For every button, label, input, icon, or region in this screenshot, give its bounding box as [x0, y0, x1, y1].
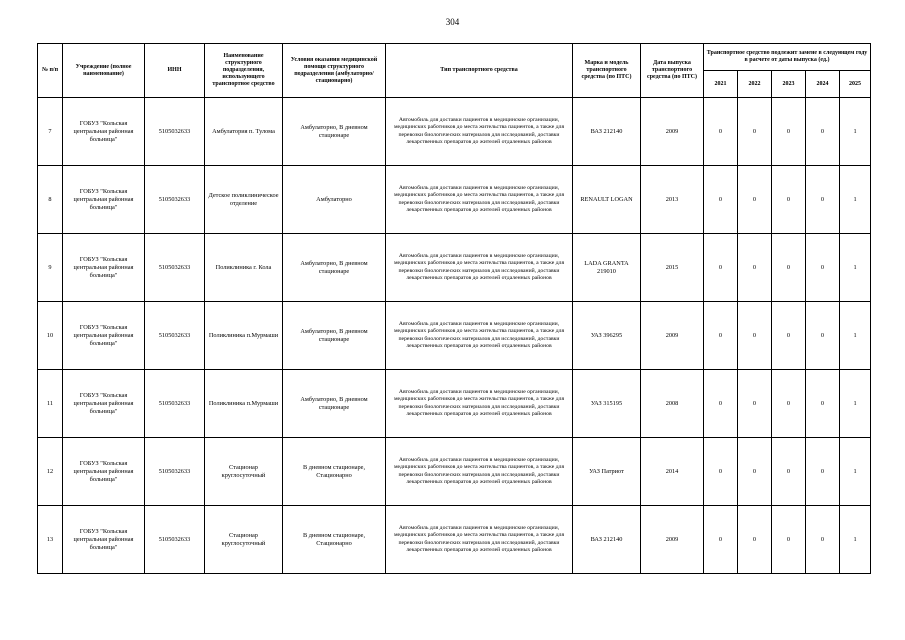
header-inn: ИНН — [145, 44, 205, 98]
cell-institution: ГОБУЗ "Кольская центральная районная больница" — [63, 166, 145, 234]
cell-subdivision: Амбулатория п. Тулома — [205, 98, 283, 166]
cell-conditions: Амбулаторно, В дневном стационаре — [283, 234, 386, 302]
cell-vehicle-type: Автомобиль для доставки пациентов в медицинские организации, медицинских работников до места жительства пациентов, а также для перевозки биологических материалов для исследований, доставки лекарственных препаратов до жителей отдаленных районов — [386, 438, 573, 506]
header-conditions: Условия оказания медицинской помощи структурного подразделения (амбулаторно/стационарно) — [283, 44, 386, 98]
cell-institution: ГОБУЗ "Кольская центральная районная больница" — [63, 506, 145, 574]
cell-replacement-2021: 0 — [704, 166, 738, 234]
header-subdivision: Наименование структурного подразделения, использующего транспортное средство — [205, 44, 283, 98]
cell-subdivision: Поликлиника п.Мурмаши — [205, 302, 283, 370]
cell-replacement-2021: 0 — [704, 302, 738, 370]
cell-brand: LADA GRANTA 219010 — [573, 234, 641, 302]
cell-inn: 5105032633 — [145, 370, 205, 438]
cell-subdivision: Поликлиника г. Кола — [205, 234, 283, 302]
cell-num: 13 — [38, 506, 63, 574]
table-header — [38, 44, 871, 98]
cell-replacement-2024: 0 — [806, 438, 840, 506]
table-row — [38, 506, 871, 574]
cell-replacement-2025: 1 — [840, 302, 871, 370]
cell-replacement-2024: 0 — [806, 98, 840, 166]
cell-institution: ГОБУЗ "Кольская центральная районная больница" — [63, 438, 145, 506]
cell-brand: ВАЗ 212140 — [573, 98, 641, 166]
cell-inn: 5105032633 — [145, 166, 205, 234]
cell-replacement-2021: 0 — [704, 370, 738, 438]
cell-num: 12 — [38, 438, 63, 506]
header-year: 2022 — [738, 71, 772, 98]
table-row — [38, 166, 871, 234]
header-replacement: Транспортное средство подлежит замене в следующем году в расчете от даты выпуска (ед.) — [704, 44, 871, 71]
cell-inn: 5105032633 — [145, 234, 205, 302]
table-row — [38, 98, 871, 166]
vehicle-table — [37, 43, 871, 574]
cell-replacement-2025: 1 — [840, 438, 871, 506]
table-row — [38, 302, 871, 370]
cell-brand: ВАЗ 212140 — [573, 506, 641, 574]
cell-conditions: В дневном стационаре, Стационарно — [283, 506, 386, 574]
cell-conditions: Амбулаторно, В дневном стационаре — [283, 370, 386, 438]
cell-replacement-2022: 0 — [738, 506, 772, 574]
cell-conditions: Амбулаторно, В дневном стационаре — [283, 98, 386, 166]
cell-replacement-2021: 0 — [704, 234, 738, 302]
cell-replacement-2024: 0 — [806, 370, 840, 438]
header-year: 2024 — [806, 71, 840, 98]
cell-vehicle-type: Автомобиль для доставки пациентов в медицинские организации, медицинских работников до места жительства пациентов, а также для перевозки биологических материалов для исследований, доставки лекарственных препаратов до жителей отдаленных районов — [386, 302, 573, 370]
table-body — [38, 98, 871, 574]
cell-replacement-2023: 0 — [772, 302, 806, 370]
cell-issue-year: 2009 — [641, 98, 704, 166]
cell-inn: 5105032633 — [145, 302, 205, 370]
cell-vehicle-type: Автомобиль для доставки пациентов в медицинские организации, медицинских работников до места жительства пациентов, а также для перевозки биологических материалов для исследований, доставки лекарственных препаратов до жителей отдаленных районов — [386, 370, 573, 438]
cell-replacement-2021: 0 — [704, 98, 738, 166]
cell-issue-year: 2009 — [641, 302, 704, 370]
cell-inn: 5105032633 — [145, 438, 205, 506]
cell-replacement-2025: 1 — [840, 506, 871, 574]
cell-issue-year: 2014 — [641, 438, 704, 506]
cell-replacement-2022: 0 — [738, 302, 772, 370]
cell-replacement-2023: 0 — [772, 438, 806, 506]
cell-num: 7 — [38, 98, 63, 166]
cell-brand: УАЗ 396295 — [573, 302, 641, 370]
cell-issue-year: 2013 — [641, 166, 704, 234]
cell-issue-year: 2015 — [641, 234, 704, 302]
cell-replacement-2023: 0 — [772, 166, 806, 234]
cell-num: 11 — [38, 370, 63, 438]
cell-replacement-2023: 0 — [772, 234, 806, 302]
cell-replacement-2025: 1 — [840, 370, 871, 438]
cell-institution: ГОБУЗ "Кольская центральная районная больница" — [63, 234, 145, 302]
cell-inn: 5105032633 — [145, 506, 205, 574]
cell-institution: ГОБУЗ "Кольская центральная районная больница" — [63, 302, 145, 370]
cell-brand: УАЗ Патриот — [573, 438, 641, 506]
cell-inn: 5105032633 — [145, 98, 205, 166]
header-year: 2021 — [704, 71, 738, 98]
cell-replacement-2021: 0 — [704, 506, 738, 574]
header-institution: Учреждение (полное наименование) — [63, 44, 145, 98]
cell-num: 9 — [38, 234, 63, 302]
cell-vehicle-type: Автомобиль для доставки пациентов в медицинские организации, медицинских работников до места жительства пациентов, а также для перевозки биологических материалов для исследований, доставки лекарственных препаратов до жителей отдаленных районов — [386, 234, 573, 302]
cell-replacement-2024: 0 — [806, 234, 840, 302]
cell-conditions: Амбулаторно — [283, 166, 386, 234]
cell-vehicle-type: Автомобиль для доставки пациентов в медицинские организации, медицинских работников до места жительства пациентов, а также для перевозки биологических материалов для исследований, доставки лекарственных препаратов до жителей отдаленных районов — [386, 166, 573, 234]
cell-replacement-2024: 0 — [806, 166, 840, 234]
cell-replacement-2022: 0 — [738, 438, 772, 506]
cell-institution: ГОБУЗ "Кольская центральная районная больница" — [63, 98, 145, 166]
cell-replacement-2021: 0 — [704, 438, 738, 506]
cell-num: 8 — [38, 166, 63, 234]
header-num: № п/п — [38, 44, 63, 98]
cell-replacement-2024: 0 — [806, 506, 840, 574]
header-year: 2025 — [840, 71, 871, 98]
table-row — [38, 438, 871, 506]
header-brand: Марка и модель транспортного средства (по ПТС) — [573, 44, 641, 98]
cell-conditions: В дневном стационаре, Стационарно — [283, 438, 386, 506]
cell-replacement-2022: 0 — [738, 370, 772, 438]
cell-issue-year: 2009 — [641, 506, 704, 574]
header-year: 2023 — [772, 71, 806, 98]
cell-issue-year: 2008 — [641, 370, 704, 438]
table-row — [38, 234, 871, 302]
cell-replacement-2024: 0 — [806, 302, 840, 370]
cell-subdivision: Стационар круглосуточный — [205, 506, 283, 574]
cell-num: 10 — [38, 302, 63, 370]
cell-subdivision: Стационар круглосуточный — [205, 438, 283, 506]
table-row — [38, 370, 871, 438]
cell-replacement-2025: 1 — [840, 166, 871, 234]
cell-replacement-2023: 0 — [772, 98, 806, 166]
cell-brand: УАЗ 315195 — [573, 370, 641, 438]
cell-replacement-2022: 0 — [738, 234, 772, 302]
header-vehicle-type: Тип транспортного средства — [386, 44, 573, 98]
cell-replacement-2022: 0 — [738, 98, 772, 166]
cell-conditions: Амбулаторно, В дневном стационаре — [283, 302, 386, 370]
cell-brand: RENAULT LOGAN — [573, 166, 641, 234]
cell-replacement-2022: 0 — [738, 166, 772, 234]
cell-vehicle-type: Автомобиль для доставки пациентов в медицинские организации, медицинских работников до места жительства пациентов, а также для перевозки биологических материалов для исследований, доставки лекарственных препаратов до жителей отдаленных районов — [386, 506, 573, 574]
page-number: 304 — [445, 17, 460, 27]
cell-subdivision: Детское поликлиническое отделение — [205, 166, 283, 234]
cell-vehicle-type: Автомобиль для доставки пациентов в медицинские организации, медицинских работников до места жительства пациентов, а также для перевозки биологических материалов для исследований, доставки лекарственных препаратов до жителей отдаленных районов — [386, 98, 573, 166]
cell-institution: ГОБУЗ "Кольская центральная районная больница" — [63, 370, 145, 438]
cell-replacement-2023: 0 — [772, 506, 806, 574]
cell-subdivision: Поликлиника п.Мурмаши — [205, 370, 283, 438]
cell-replacement-2023: 0 — [772, 370, 806, 438]
cell-replacement-2025: 1 — [840, 234, 871, 302]
header-issue-date: Дата выпуска транспортного средства (по ПТС) — [641, 44, 704, 98]
cell-replacement-2025: 1 — [840, 98, 871, 166]
